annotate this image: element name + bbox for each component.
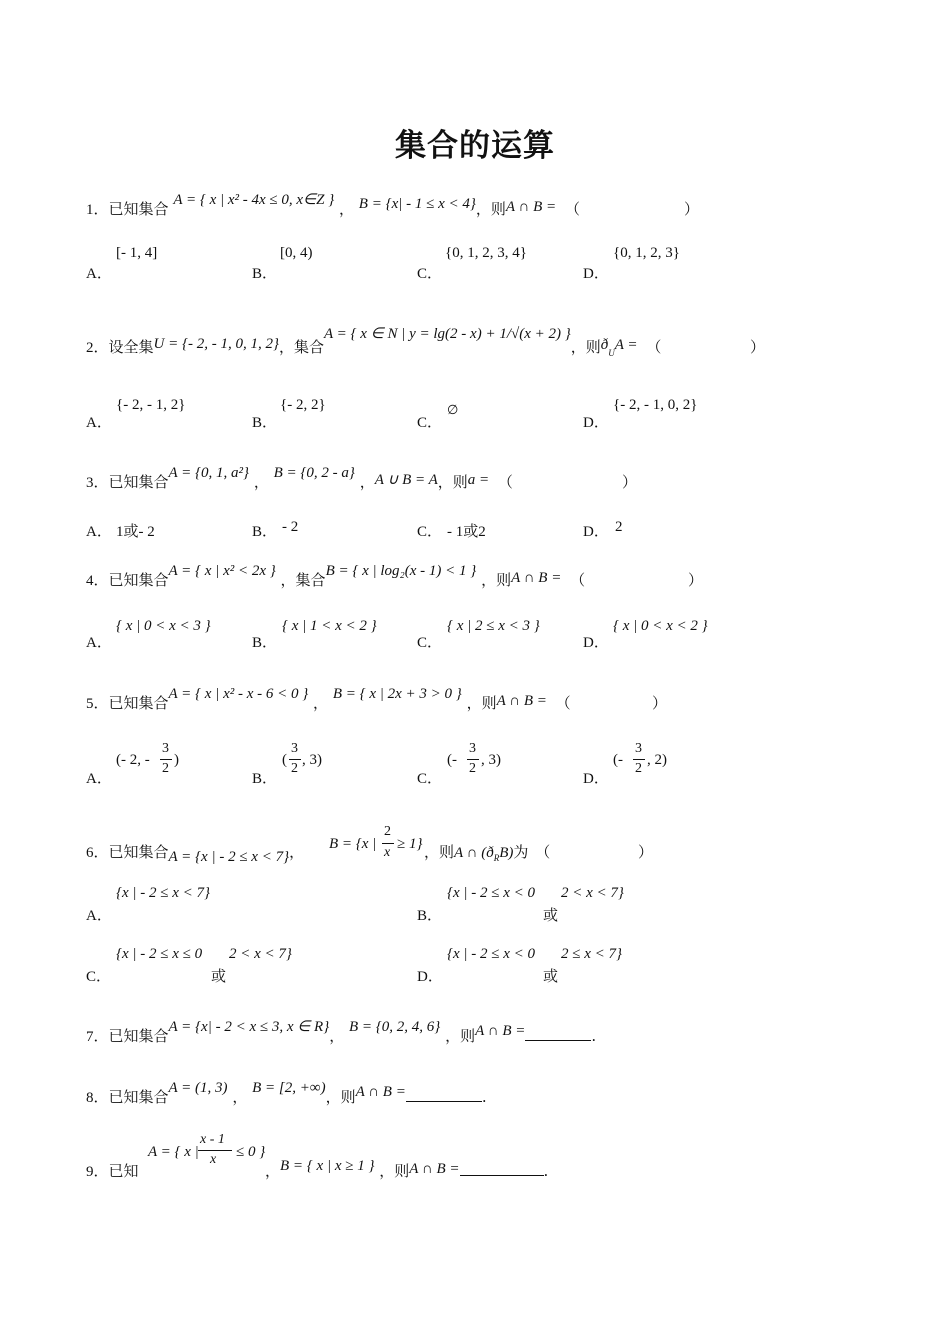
answer-blank[interactable] <box>525 1026 591 1041</box>
separator: ， <box>265 1162 281 1180</box>
option-value: - 2 <box>282 519 299 535</box>
separator: ，则 <box>379 1162 410 1180</box>
page-title: 集合的运算 <box>395 128 555 164</box>
option-label: C． <box>86 969 112 985</box>
set-a-left: A = { x | <box>148 1144 199 1160</box>
period: . <box>543 1162 549 1180</box>
fraction-denominator: x <box>384 845 391 860</box>
option-label: A． <box>86 524 112 540</box>
option-left: ( <box>282 752 287 768</box>
fraction-bar <box>382 843 394 844</box>
question-4 <box>86 563 586 590</box>
question-suffix: 为 <box>513 843 529 861</box>
separator: ，则 <box>570 338 601 356</box>
option-value: ∅ <box>447 402 459 417</box>
question-prefix: 已知集合 <box>108 571 169 589</box>
option-label: B． <box>417 908 443 924</box>
option-label: A． <box>86 415 112 431</box>
question-prefix: 已知集合 <box>108 200 169 218</box>
set-b-expression: B = { x | x ≥ 1 } <box>280 1158 375 1174</box>
separator: ， <box>339 200 355 218</box>
option-left: (- 2, - <box>116 752 150 768</box>
complement-symbol: ð <box>600 337 609 353</box>
ask-expression: A = <box>614 337 638 353</box>
fraction-bar <box>160 759 172 760</box>
fraction-numerator: 3 <box>291 741 298 756</box>
option-value: [- 1, 4] <box>116 245 158 261</box>
open-paren: （ <box>570 571 586 589</box>
question-number: 3． <box>86 475 109 491</box>
option-label: C． <box>417 635 443 651</box>
question-number: 9． <box>86 1164 109 1180</box>
fraction-numerator: 2 <box>384 824 391 839</box>
question-prefix: 已知 <box>108 1162 139 1180</box>
ask-expression: a = <box>467 472 490 488</box>
separator: ，则 <box>437 473 468 491</box>
option-label: A． <box>86 771 112 787</box>
separator: ，则 <box>475 200 506 218</box>
ask-expression: A ∩ B = <box>355 1084 406 1100</box>
complement-subscript: U <box>608 348 615 358</box>
option-label: B． <box>252 266 278 282</box>
set-a-expression: A = {x| - 2 < x ≤ 3, x ∈ R} <box>168 1019 330 1035</box>
close-paren: ） <box>638 843 654 861</box>
set-a-expression: A = {x | - 2 ≤ x < 7} <box>168 849 290 865</box>
set-b-expression: B = {x| - 1 ≤ x < 4} <box>358 196 476 212</box>
option-or: 或 <box>543 908 559 924</box>
separator: ，集合 <box>280 571 326 589</box>
condition-expression: A ∪ B = A <box>374 472 438 488</box>
option-value: {x | - 2 ≤ x ≤ 0 <box>116 946 203 962</box>
question-prefix: 已知集合 <box>108 473 169 491</box>
ask-expression-tail: B) <box>499 845 514 861</box>
option-right: , 3) <box>481 752 501 768</box>
separator: ，则 <box>445 1027 476 1045</box>
question-7 <box>86 1019 597 1046</box>
fraction-numerator: 3 <box>469 741 476 756</box>
set-b-expression: B = { x | 2x + 3 > 0 } <box>332 686 462 702</box>
set-b-expression: B = { x | log₂(x - 1) < 1 } <box>325 563 477 579</box>
option-value: - 1或2 <box>447 524 486 540</box>
open-paren: （ <box>646 338 662 356</box>
set-a-expression: A = { x | x² - 4x ≤ 0, x∈Z } <box>173 192 335 208</box>
fraction-bar <box>467 759 479 760</box>
complement-subscript: R <box>493 853 500 863</box>
option-value: { x | 0 < x < 3 } <box>116 618 211 634</box>
option-label: C． <box>417 771 443 787</box>
question-prefix: 已知集合 <box>108 1088 169 1106</box>
fraction-numerator: x - 1 <box>200 1132 225 1147</box>
option-value: {0, 1, 2, 3, 4} <box>445 245 527 261</box>
open-paren: （ <box>555 694 571 712</box>
close-paren: ） <box>684 200 700 218</box>
question-9 <box>86 1160 139 1181</box>
ask-expression: A ∩ B = <box>505 199 557 215</box>
open-paren: （ <box>535 843 551 861</box>
fraction-bar <box>198 1150 232 1151</box>
option-right: , 3) <box>302 752 322 768</box>
ask-expression: A ∩ B = <box>511 570 562 586</box>
separator: ，则 <box>325 1088 356 1106</box>
option-value: {0, 1, 2, 3} <box>613 245 680 261</box>
option-value: {x | - 2 ≤ x < 0 <box>447 885 536 901</box>
fraction-denominator: 2 <box>291 761 298 776</box>
option-or: 或 <box>211 969 227 985</box>
period: . <box>591 1027 597 1045</box>
option-left: (- <box>447 752 457 768</box>
set-b-left: B = {x | <box>329 836 377 852</box>
close-paren: ） <box>652 694 668 712</box>
set-a-expression: A = { x | x² < 2x } <box>168 563 276 579</box>
option-label: C． <box>417 415 443 431</box>
open-paren: （ <box>564 200 580 218</box>
option-value: {x | - 2 ≤ x < 7} <box>116 885 211 901</box>
set-u-expression: U = {- 2, - 1, 0, 1, 2} <box>153 336 279 352</box>
question-3 <box>86 465 513 492</box>
fraction-denominator: 2 <box>635 761 642 776</box>
option-value-2: 2 ≤ x < 7} <box>561 946 623 962</box>
option-label: D． <box>583 415 609 431</box>
question-6-tail <box>424 841 550 863</box>
set-a-expression: A = {0, 1, a²} <box>168 465 250 481</box>
option-label: A． <box>86 635 112 651</box>
option-label: D． <box>583 771 609 787</box>
close-paren: ） <box>750 338 766 356</box>
fraction-numerator: 3 <box>635 741 642 756</box>
option-label: C． <box>417 524 443 540</box>
option-right: ) <box>174 752 179 768</box>
separator: ， <box>232 1088 248 1106</box>
set-a-right: ≤ 0 } <box>236 1144 266 1160</box>
question-5 <box>86 686 571 713</box>
ask-expression: A ∩ B = <box>409 1161 460 1177</box>
option-value: 1或- 2 <box>116 524 155 540</box>
question-number: 1． <box>86 202 109 218</box>
option-or: 或 <box>543 969 559 985</box>
answer-blank[interactable] <box>460 1161 544 1176</box>
question-prefix: 已知集合 <box>108 843 169 861</box>
option-value: {x | - 2 ≤ x < 0 <box>447 946 536 962</box>
option-label: B． <box>252 415 278 431</box>
close-paren: ） <box>622 473 638 491</box>
separator: ，则 <box>466 694 497 712</box>
question-prefix: 已知集合 <box>108 1027 169 1045</box>
option-left: (- <box>613 752 623 768</box>
ask-expression: A ∩ B = <box>475 1023 526 1039</box>
period: . <box>481 1088 487 1106</box>
option-value: { x | 2 ≤ x < 3 } <box>447 618 540 634</box>
separator: ，集合 <box>278 338 324 356</box>
question-prefix: 已知集合 <box>108 694 169 712</box>
question-6 <box>86 841 305 865</box>
option-value: { x | 1 < x < 2 } <box>282 618 377 634</box>
question-9-tail <box>265 1160 548 1181</box>
option-value: {- 2, - 1, 0, 2} <box>613 397 698 413</box>
separator: ， <box>329 1027 345 1045</box>
option-label: D． <box>417 969 443 985</box>
ask-expression: A ∩ (ð <box>454 845 494 861</box>
close-paren: ） <box>688 571 704 589</box>
option-value: [0, 4) <box>280 245 313 261</box>
option-label: C． <box>417 266 443 282</box>
fraction-denominator: x <box>210 1152 217 1167</box>
separator: ，则 <box>481 571 512 589</box>
fraction-bar <box>289 759 301 760</box>
set-a-expression: A = (1, 3) <box>168 1080 228 1096</box>
fraction-denominator: 2 <box>162 761 169 776</box>
question-8 <box>86 1080 487 1107</box>
question-number: 8． <box>86 1090 109 1106</box>
option-value: { x | 0 < x < 2 } <box>613 618 708 634</box>
option-label: B． <box>252 524 278 540</box>
option-label: B． <box>252 635 278 651</box>
question-1 <box>86 192 580 219</box>
question-number: 4． <box>86 573 109 589</box>
fraction-denominator: 2 <box>469 761 476 776</box>
separator: ， <box>253 473 269 491</box>
separator: ，则 <box>424 843 455 861</box>
question-number: 7． <box>86 1029 109 1045</box>
set-b-expression: B = {0, 2 - a} <box>273 465 355 481</box>
option-value-2: 2 < x < 7} <box>229 946 292 962</box>
option-label: A． <box>86 908 112 924</box>
set-a-expression: A = { x ∈ N | y = lg(2 - x) + 1/√(x + 2) } <box>324 326 571 342</box>
option-value: {- 2, 2} <box>280 397 326 413</box>
answer-blank[interactable] <box>406 1087 482 1102</box>
option-label: B． <box>252 771 278 787</box>
question-number: 2． <box>86 340 109 356</box>
separator: ， <box>289 843 305 861</box>
option-label: A． <box>86 266 112 282</box>
question-number: 6． <box>86 845 109 861</box>
fraction-numerator: 3 <box>162 741 169 756</box>
option-value-2: 2 < x < 7} <box>561 885 624 901</box>
separator: ， <box>359 473 375 491</box>
open-paren: （ <box>497 473 513 491</box>
question-prefix: 设全集 <box>108 338 154 356</box>
fraction-bar <box>633 759 645 760</box>
ask-expression: A ∩ B = <box>496 693 547 709</box>
set-b-expression: B = [2, +∞) <box>252 1080 326 1096</box>
option-value: 2 <box>615 519 623 535</box>
option-label: D． <box>583 635 609 651</box>
option-label: D． <box>583 266 609 282</box>
question-number: 5． <box>86 696 109 712</box>
set-a-expression: A = { x | x² - x - 6 < 0 } <box>168 686 309 702</box>
separator: ， <box>313 694 329 712</box>
set-b-expression: B = {0, 2, 4, 6} <box>349 1019 441 1035</box>
option-value: {- 2, - 1, 2} <box>116 397 186 413</box>
question-2 <box>86 326 662 358</box>
option-right: , 2) <box>647 752 667 768</box>
set-b-right: ≥ 1} <box>397 836 423 852</box>
option-label: D． <box>583 524 609 540</box>
